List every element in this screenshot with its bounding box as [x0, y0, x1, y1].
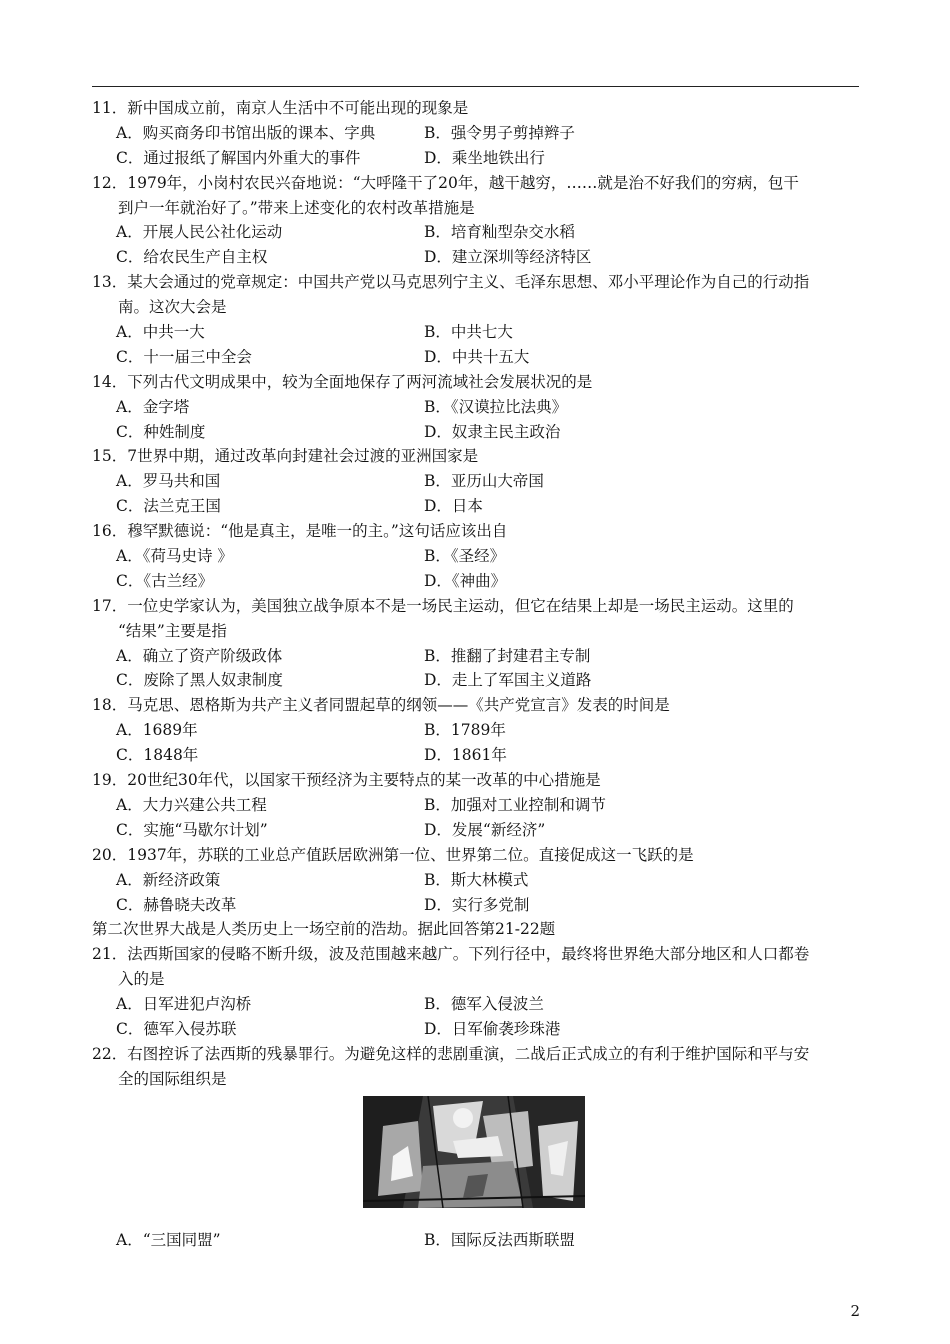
- option-d: D．中共十五大: [424, 347, 530, 366]
- question-stem-continued: 入的是: [118, 970, 165, 989]
- question-stem: 13．某大会通过的党章规定：中国共产党以马克思列宁主义、毛泽东思想、邓小平理论作为自己的行动指: [92, 273, 810, 292]
- option-a: A．罗马共和国: [116, 472, 221, 491]
- option-a: A．日军进犯卢沟桥: [116, 995, 252, 1014]
- option-b: B．《汉谟拉比法典》: [424, 397, 568, 416]
- question-stem: 16．穆罕默德说：“他是真主，是唯一的主。”这句话应该出自: [92, 522, 508, 541]
- option-b: B．1789年: [424, 721, 506, 740]
- question-15: [92, 444, 862, 519]
- question-stem: 15．7世界中期，通过改革向封建社会过渡的亚洲国家是: [92, 447, 479, 466]
- question-14: [92, 370, 862, 445]
- option-c: C．法兰克王国: [116, 497, 221, 516]
- question-12: [92, 171, 862, 271]
- option-c: C．1848年: [116, 746, 199, 765]
- guernica-painting-image: [363, 1096, 585, 1208]
- option-c: C．给农民生产自主权: [116, 248, 268, 267]
- question-stem: 11．新中国成立前，南京人生活中不可能出现的现象是: [92, 99, 469, 117]
- option-d: D．奴隶主民主政治: [424, 422, 561, 441]
- option-b: B．德军入侵波兰: [424, 995, 544, 1014]
- option-d: D．建立深圳等经济特区: [424, 248, 592, 267]
- option-d: D．乘坐地铁出行: [424, 148, 545, 167]
- option-b: B．《圣经》: [424, 547, 506, 566]
- question-stem-continued: 到户一年就治好了。”带来上述变化的农村改革措施是: [118, 198, 475, 217]
- question-stem: 22．右图控诉了法西斯的残暴罪行。为避免这样的悲剧重演，二战后正式成立的有利于维护国际和平与安: [92, 1044, 810, 1063]
- option-b: B．强令男子剪掉辫子: [424, 123, 575, 142]
- option-c: C．德军入侵苏联: [116, 1019, 237, 1038]
- option-a: A．确立了资产阶级政体: [116, 646, 283, 665]
- option-b: B．亚历山大帝国: [424, 472, 544, 491]
- question-stem: 20．1937年，苏联的工业总产值跃居欧洲第一位、世界第二位。直接促成这一飞跃的是: [92, 845, 694, 864]
- question-19: [92, 768, 862, 843]
- option-a: A．中共一大: [116, 323, 205, 342]
- option-a: A．大力兴建公共工程: [116, 795, 267, 814]
- option-c: C．废除了黑人奴隶制度: [116, 671, 283, 690]
- question-stem: 21．法西斯国家的侵略不断升级，波及范围越来越广。下列行径中，最终将世界绝大部分地区和人口都卷: [92, 945, 810, 964]
- question-21: [92, 942, 862, 1042]
- question-stem: 19．20世纪30年代，以国家干预经济为主要特点的某一改革的中心措施是: [92, 771, 601, 790]
- option-b: B．斯大林模式: [424, 870, 529, 889]
- question-stem: 17．一位史学家认为，美国独立战争原本不是一场民主运动，但它在结果上却是一场民主运动。这里的: [92, 596, 794, 615]
- figure-wrapper: [92, 1096, 862, 1218]
- question-22: [92, 1042, 862, 1253]
- option-a: A．“三国同盟”: [116, 1230, 221, 1249]
- section-intro: 第二次世界大战是人类历史上一场空前的浩劫。据此回答第21-22题: [92, 920, 556, 939]
- question-stem: 18．马克思、恩格斯为共产主义者同盟起草的纲领——《共产党宣言》发表的时间是: [92, 696, 670, 715]
- option-a: A．《荷马史诗 》: [116, 547, 233, 566]
- question-stem-continued: “结果”主要是指: [118, 621, 227, 640]
- question-13: [92, 270, 862, 370]
- option-a: A．新经济政策: [116, 870, 221, 889]
- option-c: C．赫鲁晓夫改革: [116, 895, 237, 914]
- option-c: C．《古兰经》: [116, 571, 214, 590]
- option-d: D．日军偷袭珍珠港: [424, 1019, 561, 1038]
- question-stem-continued: 南。这次大会是: [118, 298, 227, 317]
- option-a: A．1689年: [116, 721, 198, 740]
- option-a: A．开展人民公社化运动: [116, 223, 283, 242]
- option-b: B．培育籼型杂交水稻: [424, 223, 575, 242]
- page-number: 2: [850, 1302, 860, 1320]
- exam-content: [92, 96, 862, 1253]
- option-c: C．种姓制度: [116, 422, 206, 441]
- option-d: D．发展“新经济”: [424, 820, 546, 839]
- option-c: C．实施“马歇尔计划”: [116, 820, 268, 839]
- question-16: [92, 519, 862, 594]
- option-b: B．中共七大: [424, 323, 513, 342]
- option-d: D．实行多党制: [424, 895, 530, 914]
- question-18: [92, 693, 862, 768]
- question-stem: 12．1979年，小岗村农民兴奋地说：“大呼隆干了20年，越干越穷，……就是治不好我们的穷病，包干: [92, 173, 799, 192]
- option-b: B．国际反法西斯联盟: [424, 1230, 575, 1249]
- question-stem-continued: 全的国际组织是: [118, 1069, 227, 1088]
- option-d: D．《神曲》: [424, 571, 507, 590]
- option-c: C．通过报纸了解国内外重大的事件: [116, 148, 361, 167]
- guernica-painting-illustration: [363, 1096, 585, 1208]
- option-d: D．走上了军国主义道路: [424, 671, 592, 690]
- option-d: D．日本: [424, 497, 483, 516]
- question-20: [92, 843, 862, 918]
- option-b: B．加强对工业控制和调节: [424, 795, 606, 814]
- option-b: B．推翻了封建君主专制: [424, 646, 591, 665]
- header-rule: [92, 86, 859, 87]
- question-stem: 14．下列古代文明成果中，较为全面地保存了两河流域社会发展状况的是: [92, 372, 593, 391]
- option-a: A．金字塔: [116, 397, 190, 416]
- question-11: [92, 96, 862, 171]
- option-d: D．1861年: [424, 746, 507, 765]
- option-a: A．购买商务印书馆出版的课本、字典: [116, 123, 376, 142]
- question-17: [92, 594, 862, 694]
- option-c: C．十一届三中全会: [116, 347, 252, 366]
